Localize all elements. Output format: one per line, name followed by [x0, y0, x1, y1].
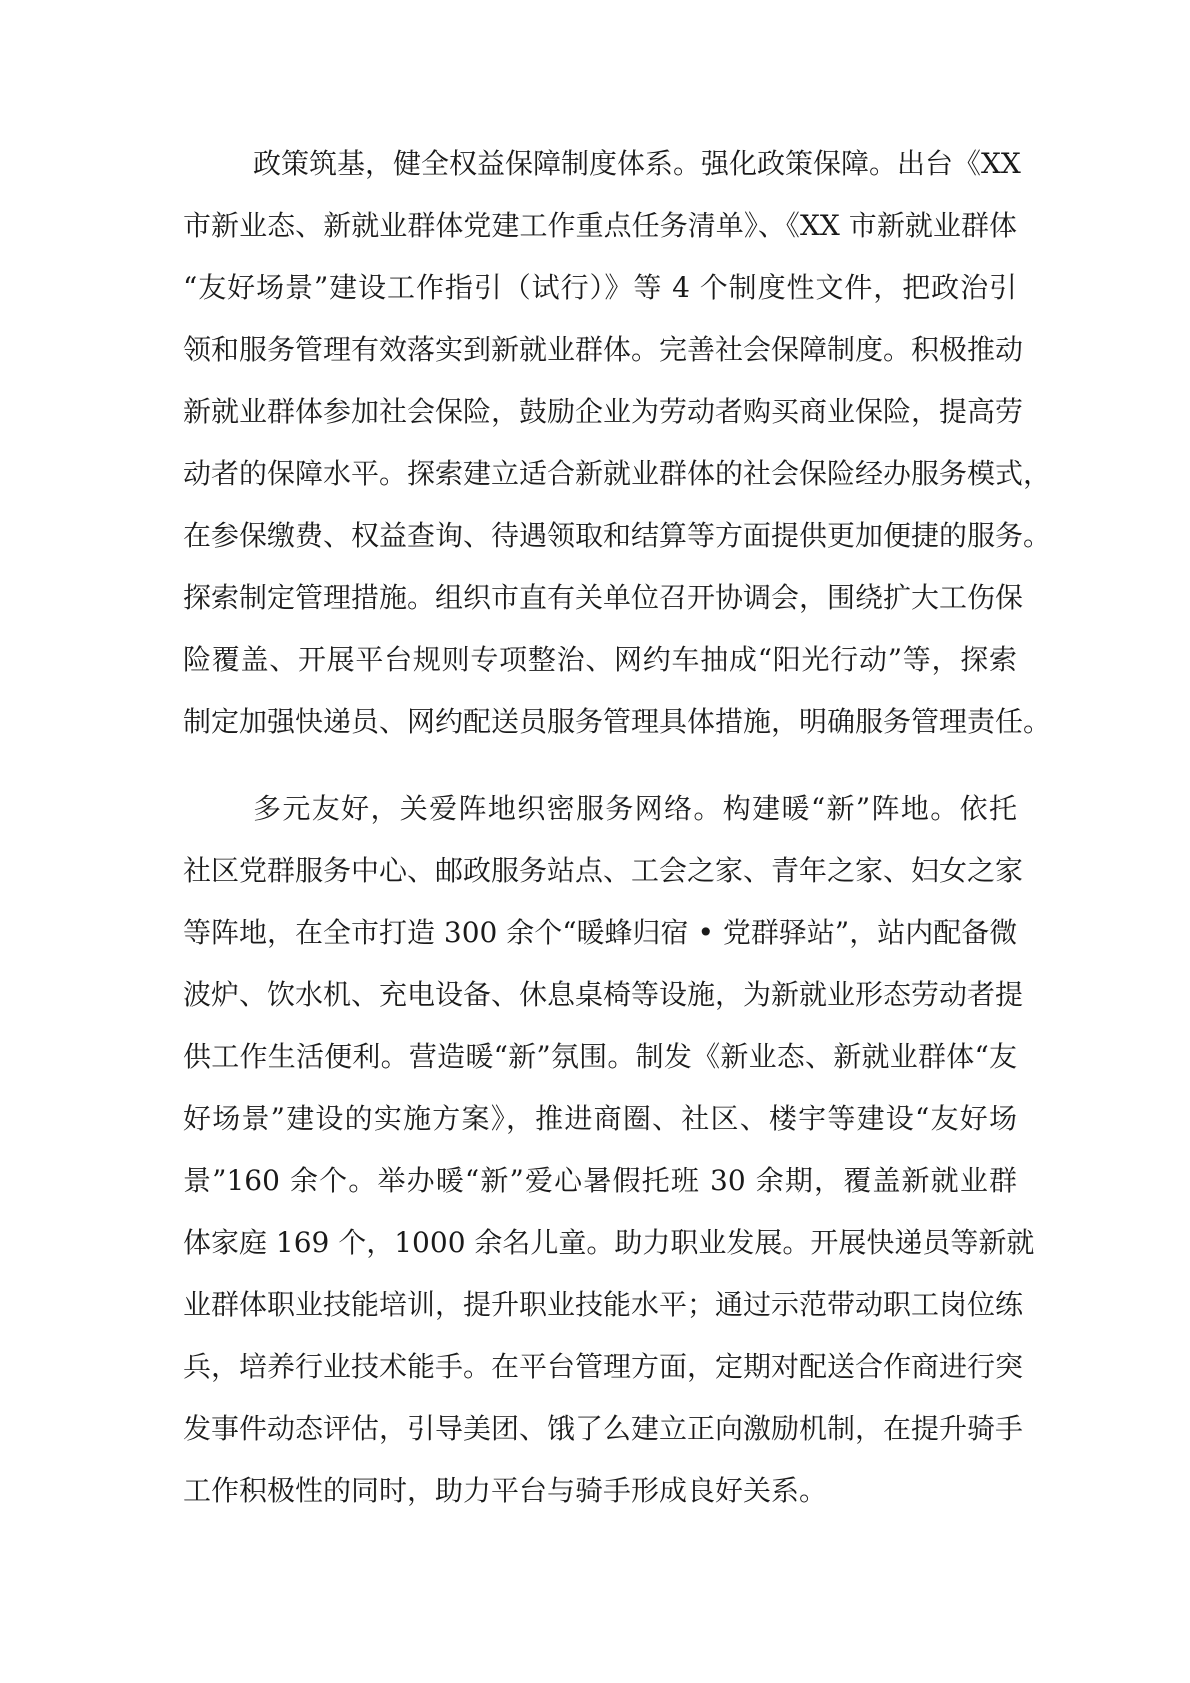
text-line: 社区党群服务中心、邮政服务站点、工会之家、青年之家、妇女之家: [183, 854, 1024, 887]
text-line: 制定加强快递员、网约配送员服务管理具体措施，明确服务管理责任。: [183, 705, 1052, 738]
text-line: 等阵地，在全市打造 300 余个“暖蜂归宿 • 党群驿站”，站内配备微: [183, 916, 1018, 949]
text-line: 多元友好，关爱阵地织密服务网络。构建暖“新”阵地。依托: [253, 792, 1017, 825]
text-line: 工作积极性的同时，助力平台与骑手形成良好关系。: [183, 1474, 828, 1507]
text-line: 在参保缴费、权益查询、待遇领取和结算等方面提供更加便捷的服务。: [183, 519, 1052, 552]
text-line: 探索制定管理措施。组织市直有关单位召开协调会，围绕扩大工伤保: [183, 581, 1024, 614]
text-line: 市新业态、新就业群体党建工作重点任务清单》、《XX 市新就业群体: [183, 209, 1017, 242]
text-line: 景”160 余个。举办暖“新”爱心暑假托班 30 余期，覆盖新就业群: [183, 1164, 1017, 1197]
text-line: 波炉、饮水机、充电设备、休息桌椅等设施，为新就业形态劳动者提: [183, 978, 1024, 1011]
text-line: 好场景”建设的实施方案》，推进商圈、社区、楼宇等建设“友好场: [183, 1102, 1017, 1135]
paragraph-policy-foundation: [183, 133, 1052, 753]
text-line: 领和服务管理有效落实到新就业群体。完善社会保障制度。积极推动: [183, 333, 1024, 366]
text-line: 动者的保障水平。探索建立适合新就业群体的社会保险经办服务模式，: [183, 457, 1052, 490]
text-line: 险覆盖、开展平台规则专项整治、网约车抽成“阳光行动”等，探索: [183, 643, 1017, 676]
text-line: 兵，培养行业技术能手。在平台管理方面，定期对配送合作商进行突: [183, 1350, 1024, 1383]
text-line: 体家庭 169 个，1000 余名儿童。助力职业发展。开展快递员等新就: [183, 1226, 1035, 1259]
text-line: 发事件动态评估，引导美团、饿了么建立正向激励机制，在提升骑手: [183, 1412, 1024, 1445]
text-line: 新就业群体参加社会保险，鼓励企业为劳动者购买商业保险，提高劳: [183, 395, 1024, 428]
paragraph-diverse-friendly: [183, 778, 1035, 1522]
text-line: “友好场景”建设工作指引（试行）》等 4 个制度性文件，把政治引: [183, 271, 1017, 304]
text-line: 政策筑基，健全权益保障制度体系。强化政策保障。出台《XX: [253, 147, 1021, 180]
text-line: 供工作生活便利。营造暖“新”氛围。制发《新业态、新就业群体“友: [183, 1040, 1017, 1073]
text-line: 业群体职业技能培训，提升职业技能水平；通过示范带动职工岗位练: [183, 1288, 1024, 1321]
